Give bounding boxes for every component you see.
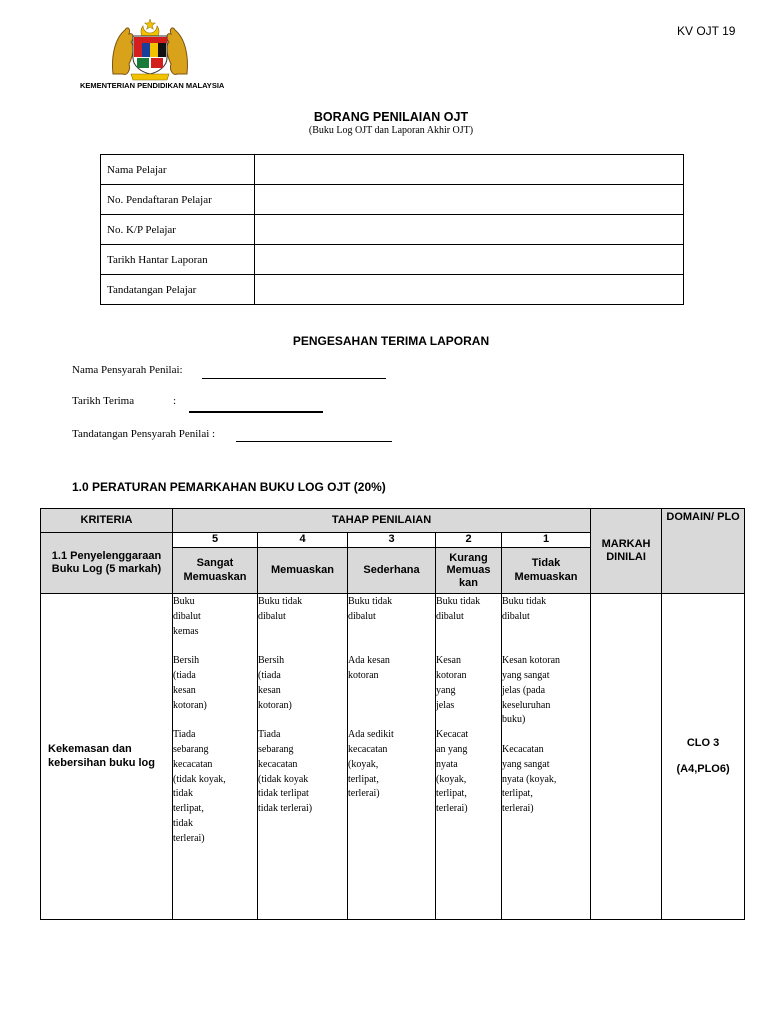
info-row-ic: [101, 215, 684, 245]
score-2: 2: [436, 533, 502, 548]
rubric-criterion-row: [41, 594, 745, 920]
registration-number-field[interactable]: [255, 185, 684, 215]
evaluator-name-label: Nama Pensyarah Penilai:: [72, 364, 183, 376]
receipt-heading: PENGESAHAN TERIMA LAPORAN: [292, 334, 490, 348]
rubric-table: [40, 508, 745, 920]
domain-header: DOMAIN/ PLO: [662, 509, 745, 594]
form-subtitle: (Buku Log OJT dan Laporan Akhir OJT): [308, 125, 474, 136]
descriptor-level-1: Buku tidak dibalut Kesan kotoran yang sangat jelas (pada keseluruhan buku) Kecacatan yang sangat nyata (koyak, terlipat, terlerai): [502, 594, 591, 920]
section-heading: 1.0 PERATURAN PEMARKAHAN BUKU LOG OJT (20%): [72, 480, 386, 494]
ic-number-field[interactable]: [255, 215, 684, 245]
score-3: 3: [348, 533, 436, 548]
markah-header: MARKAH DINILAI: [591, 509, 662, 594]
info-label: Tandatangan Pelajar: [101, 275, 255, 305]
ministry-crest-logo: [105, 16, 195, 82]
rubric-header-row: [41, 509, 745, 533]
descriptor-level-4: Buku tidak dibalut Bersih (tiada kesan kotoran) Tiada sebarang kecacatan (tidak koyak tidak terlipat tidak terlerai): [258, 594, 348, 920]
level-label-1: Tidak Memuaskan: [502, 548, 591, 594]
domain-cell: [662, 594, 745, 920]
receipt-date-line[interactable]: [189, 397, 323, 413]
tahap-header: TAHAP PENILAIAN: [173, 509, 591, 533]
info-label: Tarikh Hantar Laporan: [101, 245, 255, 275]
level-label-2: Kurang Memuas kan: [436, 548, 502, 594]
score-5: 5: [173, 533, 258, 548]
markah-cell[interactable]: [591, 594, 662, 920]
score-4: 4: [258, 533, 348, 548]
info-row-submit-date: [101, 245, 684, 275]
level-label-5: Sangat Memuaskan: [173, 548, 258, 594]
form-code: KV OJT 19: [677, 24, 736, 38]
info-label: No. K/P Pelajar: [101, 215, 255, 245]
info-label: No. Pendaftaran Pelajar: [101, 185, 255, 215]
descriptor-level-2: Buku tidak dibalut Kesan kotoran yang jelas Kecacat an yang nyata (koyak, terlipat, terlerai): [436, 594, 502, 920]
level-label-4: Memuaskan: [258, 548, 348, 594]
student-signature-field[interactable]: [255, 275, 684, 305]
info-row-registration: [101, 185, 684, 215]
criterion-label: Kekemasan dan kebersihan buku log: [41, 594, 173, 920]
receipt-date-colon: :: [173, 395, 177, 407]
section-label: 1.1 Penyelenggaraan Buku Log (5 markah): [41, 533, 173, 594]
receipt-date-label: Tarikh Terima: [72, 395, 135, 407]
descriptor-level-5: Buku dibalut kemas Bersih (tiada kesan kotoran) Tiada sebarang kecacatan (tidak koyak, tidak terlipat, tidak terlerai): [173, 594, 258, 920]
evaluator-signature-label: Tandatangan Pensyarah Penilai :: [72, 428, 216, 440]
submission-date-field[interactable]: [255, 245, 684, 275]
ministry-name: KEMENTERIAN PENDIDIKAN MALAYSIA: [80, 81, 225, 90]
info-row-signature: [101, 275, 684, 305]
info-row-name: [101, 155, 684, 185]
evaluator-name-line[interactable]: [202, 364, 386, 379]
form-title: BORANG PENILAIAN OJT: [313, 110, 469, 124]
descriptor-level-3: Buku tidak dibalut Ada kesan kotoran Ada sedikit kecacatan (koyak, terlipat, terlerai): [348, 594, 436, 920]
student-info-table: [100, 154, 684, 305]
level-label-3: Sederhana: [348, 548, 436, 594]
clo-label: CLO 3: [686, 737, 720, 750]
student-name-field[interactable]: [255, 155, 684, 185]
evaluator-signature-line[interactable]: [236, 427, 392, 442]
info-label: Nama Pelajar: [101, 155, 255, 185]
score-1: 1: [502, 533, 591, 548]
kriteria-header: KRITERIA: [41, 509, 173, 533]
plo-label: (A4,PLO6): [676, 762, 730, 775]
